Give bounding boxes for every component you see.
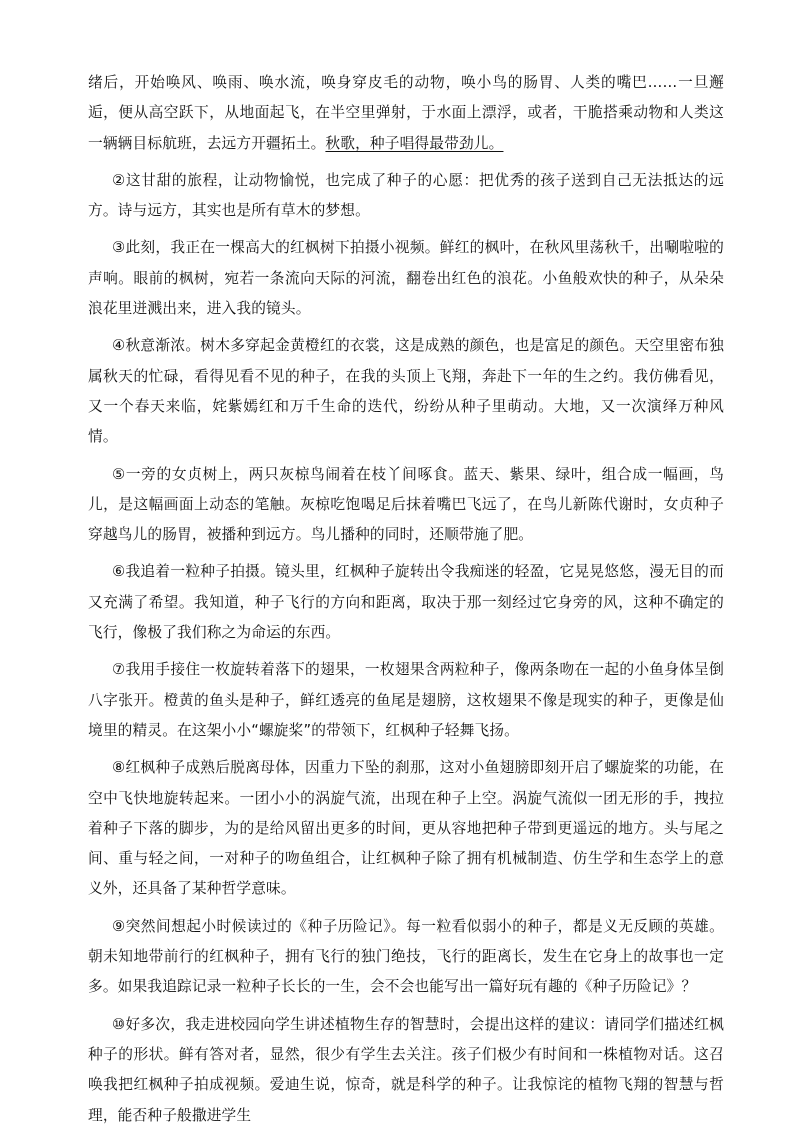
- paragraph-1-text: 绪后，开始唤风、唤雨、唤水流，唤身穿皮毛的动物，唤小鸟的肠胃、人类的嘴巴……一旦邂逅，便从高空跃下，从地面起飞，在半空里弹射，于水面上漂浮，或者，干脆搭乘动物和人类这一辆辆目标航班，去远方开疆拓土。: [88, 74, 724, 152]
- paragraph-6: ⑥我追着一粒种子拍摄。镜头里，红枫种子旋转出令我痴迷的轻盈，它晃晃悠悠，漫无目的而又充满了希望。我知道，种子飞行的方向和距离，取决于那一刻经过它身旁的风，这种不确定的飞行，像极了我们称之为命运的东西。: [88, 563, 724, 642]
- paragraph-4: ④秋意渐浓。树木多穿起金黄橙红的衣裳，这是成熟的颜色，也是富足的颜色。天空里密布独属秋天的忙碌，看得见看不见的种子，在我的头顶上飞翔，奔赴下一年的生之约。我仿佛看见，又一个春天来临，姹紫嫣红和万千生命的迭代，纷纷从种子里萌动。大地，又一次演绎万种风情。: [88, 337, 724, 446]
- document-body: [88, 68, 724, 1138]
- underlined-sentence: 秋歌，种子唱得最带劲儿。: [325, 134, 504, 152]
- paragraph-1-continuation: [88, 68, 724, 159]
- paragraph-3: ③此刻，我正在一棵高大的红枫树下拍摄小视频。鲜红的枫叶，在秋风里荡秋千，出唰啦啦的声响。眼前的枫树，宛若一条流向天际的河流，翻卷出红色的浪花。小鱼般欢快的种子，从朵朵浪花里迸溅出来，进入我的镜头。: [88, 239, 724, 318]
- paragraph-5: ⑤一旁的女贞树上，两只灰椋鸟闹着在枝丫间啄食。蓝天、紫果、绿叶，组合成一幅画，鸟儿，是这幅画面上动态的笔触。灰椋吃饱喝足后抹着嘴巴飞远了，在鸟儿新陈代谢时，女贞种子穿越鸟儿的肠胃，被播种到远方。鸟儿播种的同时，还顺带施了肥。: [88, 465, 724, 544]
- paragraph-2: ②这甘甜的旅程，让动物愉悦，也完成了种子的心愿：把优秀的孩子送到自己无法抵达的远方。诗与远方，其实也是所有草木的梦想。: [88, 171, 724, 220]
- paragraph-8: ⑧红枫种子成熟后脱离母体，因重力下坠的刹那，这对小鱼翅膀即刻开启了螺旋桨的功能，在空中飞快地旋转起来。一团小小的涡旋气流，出现在种子上空。涡旋气流似一团无形的手，拽拉着种子下落的脚步，为的是给风留出更多的时间，更从容地把种子带到更遥远的地方。头与尾之间、重与轻之间，一对种子的吻鱼组合，让红枫种子除了拥有机械制造、仿生学和生态学上的意义外，还具备了某种哲学意味。: [88, 759, 724, 898]
- paragraph-10: ⑩好多次，我走进校园向学生讲述植物生存的智慧时，会提出这样的建议：请同学们描述红枫种子的形状。鲜有答对者，显然，很少有学生去关注。孩子们极少有时间和一株植物对话。这召唤我把红枫种子拍成视频。爱迪生说，惊奇，就是科学的种子。让我惊诧的植物飞翔的智慧与哲理，能否种子般撒进学生: [88, 1015, 724, 1124]
- paragraph-9: ⑨突然间想起小时候读过的《种子历险记》。每一粒看似弱小的种子，都是义无反顾的英雄。朝未知地带前行的红枫种子，拥有飞行的独门绝技，飞行的距离长，发生在它身上的故事也一定多。如果我追踪记录一粒种子长长的一生，会不会也能写出一篇好玩有趣的《种子历险记》？: [88, 917, 724, 996]
- paragraph-7: ⑦我用手接住一枚旋转着落下的翅果，一枚翅果含两粒种子，像两条吻在一起的小鱼身体呈倒八字张开。橙黄的鱼头是种子，鲜红透亮的鱼尾是翅膀，这枚翅果不像是现实的种子，更像是仙境里的精灵。在这架小小“螺旋桨”的带领下，红枫种子轻舞飞扬。: [88, 661, 724, 739]
